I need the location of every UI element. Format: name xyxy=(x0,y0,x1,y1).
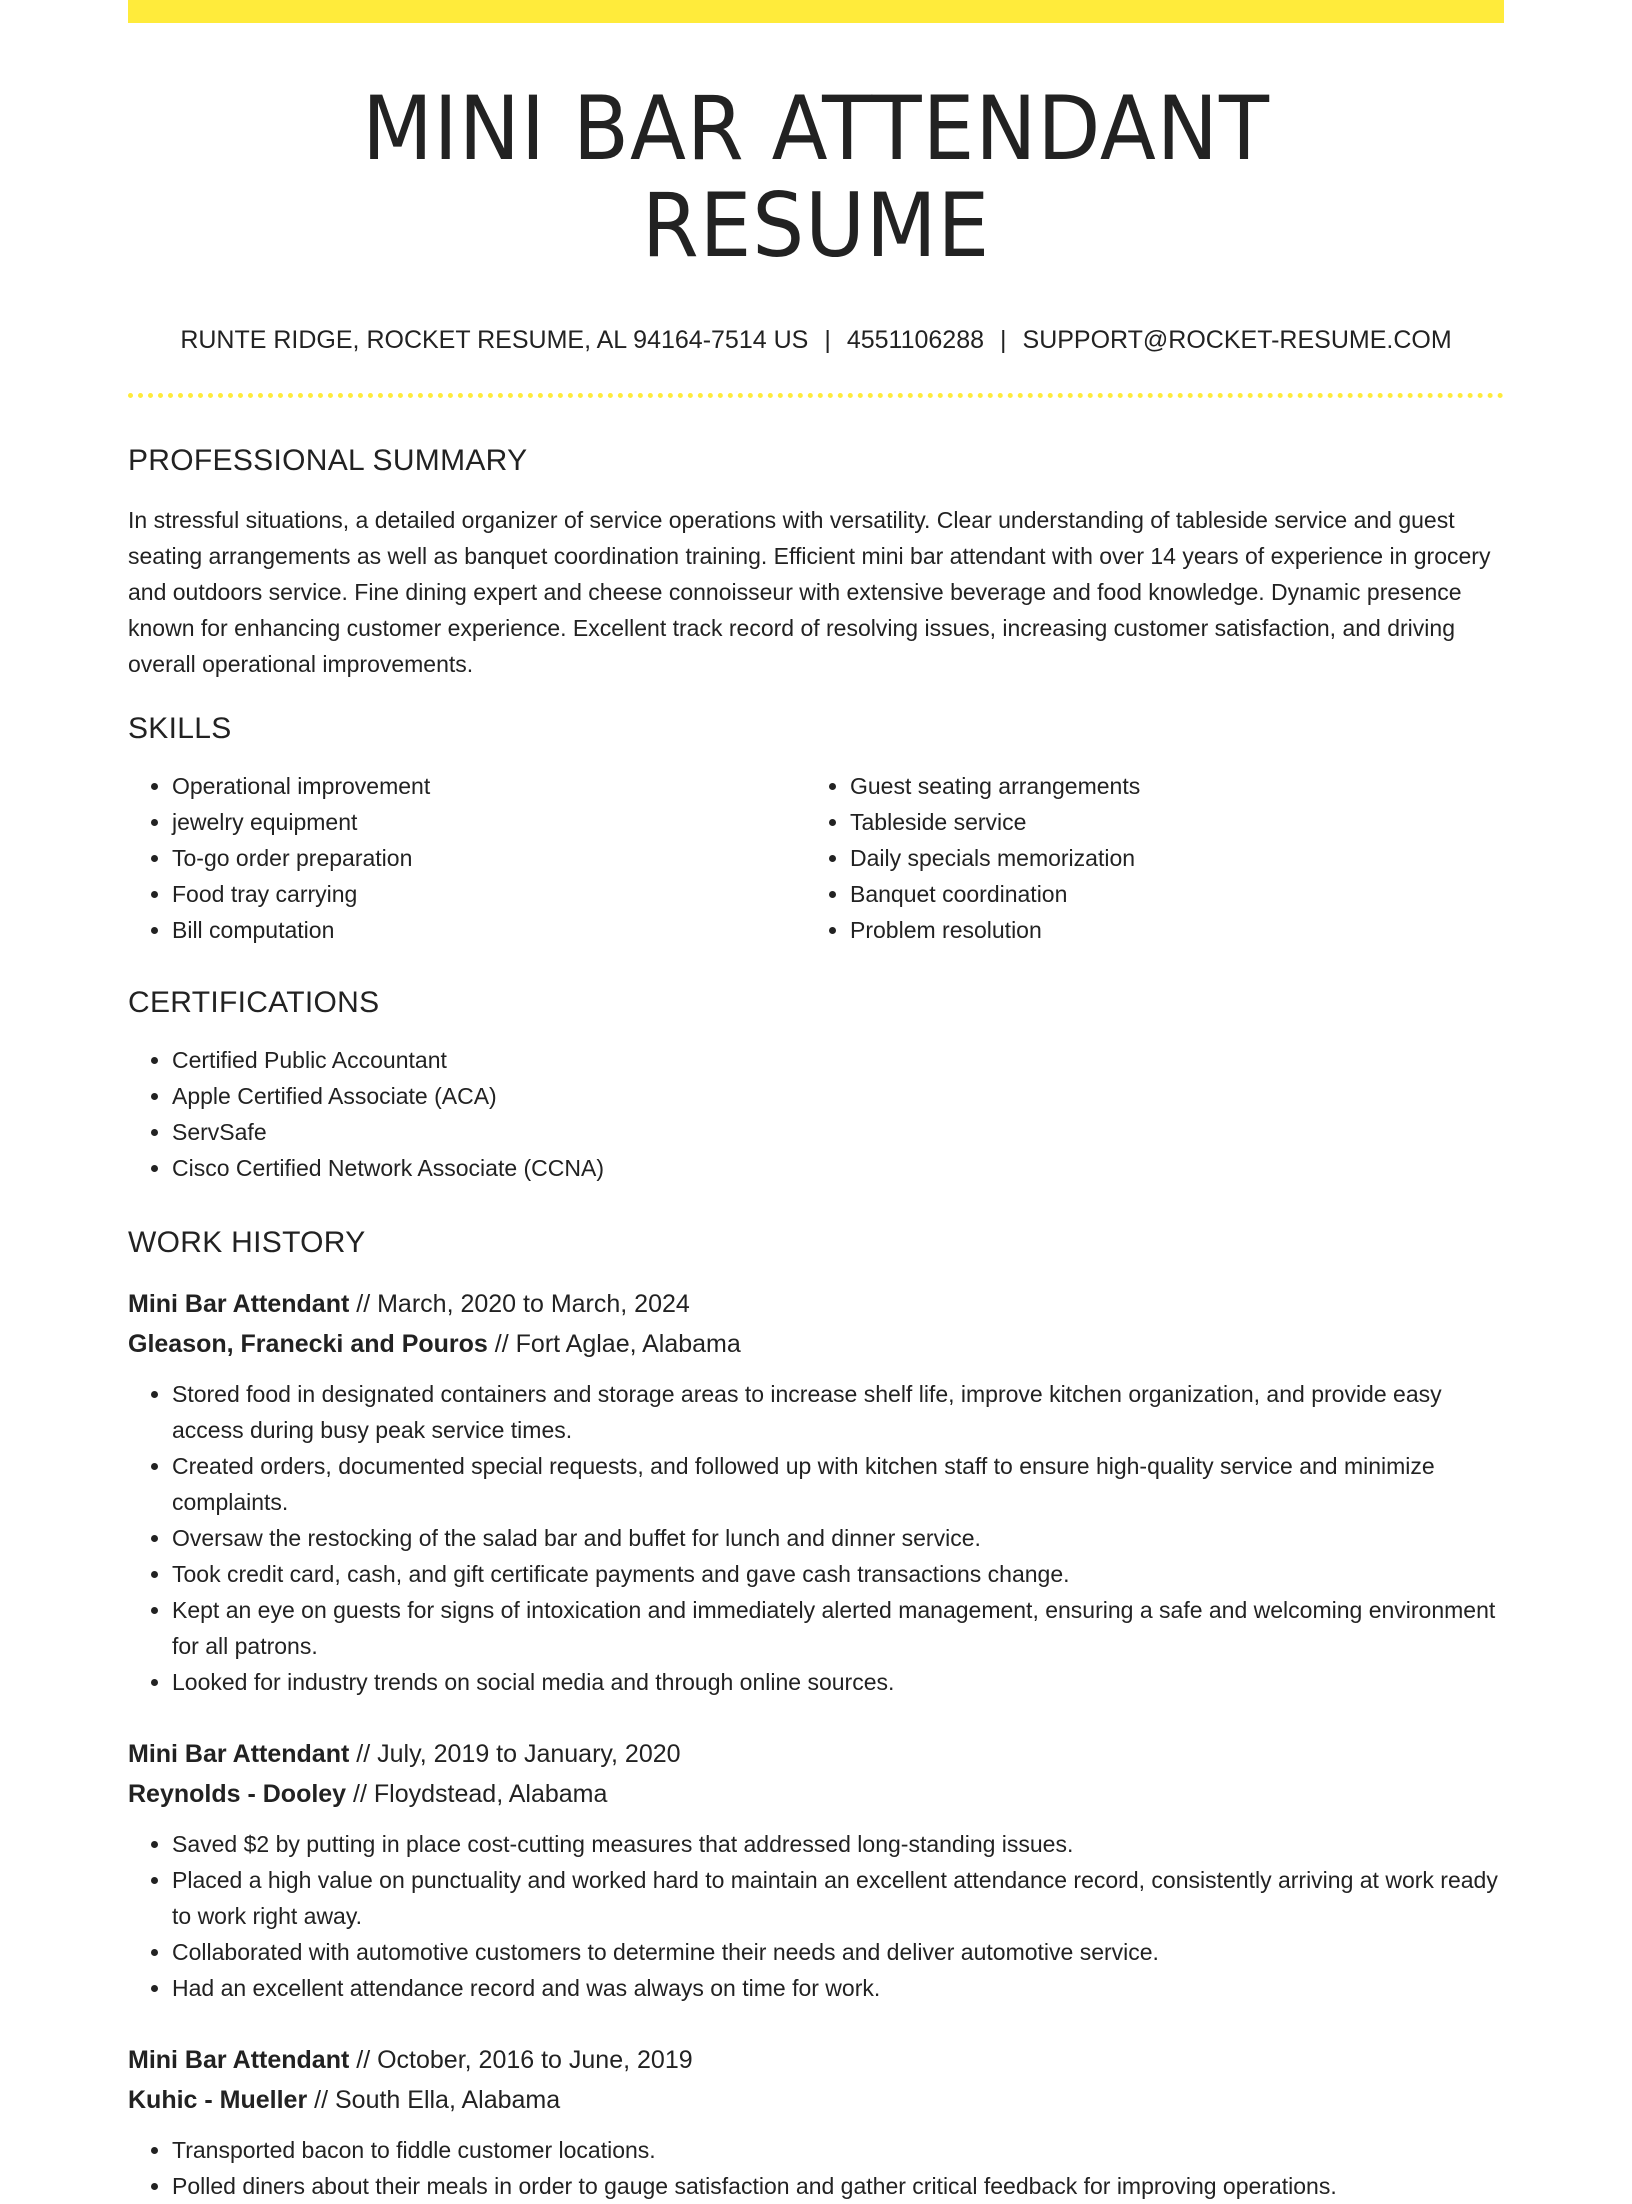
job-bullet: • Polled diners about their meals in order to gauge satisfaction and gather critical feedback for improving operations. xyxy=(172,2168,1504,2204)
summary-section xyxy=(128,444,1504,682)
top-accent-bar xyxy=(128,0,1504,23)
job-bullet: • Took credit card, cash, and gift certificate payments and gave cash transactions change. xyxy=(172,1556,1504,1592)
certifications-section xyxy=(128,986,1504,1186)
job-separator: // xyxy=(356,1289,371,1318)
skill-item: • Problem resolution xyxy=(850,912,1484,948)
job-bullet: • Collaborated with automotive customers to determine their needs and deliver automotive service. xyxy=(172,1934,1504,1970)
job-dates: October, 2016 to June, 2019 xyxy=(377,2045,693,2074)
job-company-line xyxy=(128,2080,1504,2120)
job-company-line xyxy=(128,1774,1504,1814)
job-title: Mini Bar Attendant xyxy=(128,1739,350,1768)
page-title: MINI BAR ATTENDANT RESUME xyxy=(362,77,1270,277)
job-location: Fort Aglae, Alabama xyxy=(515,1329,741,1358)
certification-item: • Cisco Certified Network Associate (CCNA) xyxy=(172,1150,1504,1186)
contact-separator: | xyxy=(1000,325,1007,354)
job-title-line xyxy=(128,1284,1504,1324)
job-dates: March, 2020 to March, 2024 xyxy=(377,1289,690,1318)
contact-email: SUPPORT@ROCKET-RESUME.COM xyxy=(1022,325,1452,354)
contact-line xyxy=(128,325,1504,355)
skill-item: • To-go order preparation xyxy=(172,840,806,876)
skill-item: • jewelry equipment xyxy=(172,804,806,840)
job-company: Reynolds - Dooley xyxy=(128,1779,347,1808)
contact-separator: | xyxy=(824,325,831,354)
skill-item: • Guest seating arrangements xyxy=(850,768,1484,804)
job-dates: July, 2019 to January, 2020 xyxy=(377,1739,681,1768)
skill-item: • Tableside service xyxy=(850,804,1484,840)
skills-section xyxy=(128,712,1504,948)
job-bullet: • Stored food in designated containers and storage areas to increase shelf life, improve kitchen organization, and provide easy access during busy peak service times. xyxy=(172,1376,1504,1448)
certifications-list xyxy=(128,1042,1504,1186)
summary-text: In stressful situations, a detailed organizer of service operations with versatility. Clear understanding of tableside service and guest seating arrangements as well as banquet coordination training. Efficient mini bar attendant with over 14 years of experience in grocery and outdoors service. Fine dining expert and cheese connoisseur with extensive beverage and food knowledge. Dynamic presence known for enhancing customer experience. Excellent track record of resolving issues, increasing customer satisfaction, and driving overall operational improvements. xyxy=(128,506,1491,677)
job-entry xyxy=(128,2040,1504,2204)
job-separator: // xyxy=(314,2085,329,2114)
job-title: Mini Bar Attendant xyxy=(128,1289,350,1318)
contact-address: RUNTE RIDGE, ROCKET RESUME, AL 94164-7514 US xyxy=(180,325,809,354)
work-history-section xyxy=(128,1226,1504,2204)
job-company-line xyxy=(128,1324,1504,1364)
certification-item: • ServSafe xyxy=(172,1114,1504,1150)
skills-grid xyxy=(128,768,1504,948)
certification-item: • Certified Public Accountant xyxy=(172,1042,1504,1078)
skill-item: • Banquet coordination xyxy=(850,876,1484,912)
job-bullet: • Kept an eye on guests for signs of intoxication and immediately alerted management, ensuring a safe and welcoming environment for all patrons. xyxy=(172,1592,1504,1664)
job-bullets xyxy=(128,1826,1504,2006)
skill-item: • Bill computation xyxy=(172,912,806,948)
job-separator: // xyxy=(356,1739,371,1768)
job-location: Floydstead, Alabama xyxy=(373,1779,608,1808)
certification-item: • Apple Certified Associate (ACA) xyxy=(172,1078,1504,1114)
job-company: Gleason, Franecki and Pouros xyxy=(128,1329,488,1358)
job-bullet: • Oversaw the restocking of the salad bar and buffet for lunch and dinner service. xyxy=(172,1520,1504,1556)
job-bullets xyxy=(128,1376,1504,1700)
job-bullets xyxy=(128,2132,1504,2204)
dotted-divider xyxy=(128,393,1504,398)
job-separator: // xyxy=(353,1779,367,1808)
job-title: Mini Bar Attendant xyxy=(128,2045,350,2074)
job-bullet: • Saved $2 by putting in place cost-cutting measures that addressed long-standing issues. xyxy=(172,1826,1504,1862)
job-title-line xyxy=(128,2040,1504,2080)
resume-page xyxy=(128,0,1504,2204)
job-bullet: • Placed a high value on punctuality and worked hard to maintain an excellent attendance record, consistently arriving at work ready to work right away. xyxy=(172,1862,1504,1934)
skill-item: • Daily specials memorization xyxy=(850,840,1484,876)
job-location: South Ella, Alabama xyxy=(335,2085,561,2114)
job-company: Kuhic - Mueller xyxy=(128,2085,308,2114)
skills-column-left xyxy=(128,768,806,948)
contact-phone: 4551106288 xyxy=(846,325,985,354)
job-separator: // xyxy=(494,1329,509,1358)
work-history-heading: WORK HISTORY xyxy=(128,1225,366,1259)
job-bullet: • Looked for industry trends on social media and through online sources. xyxy=(172,1664,1504,1700)
job-bullet: • Transported bacon to fiddle customer locations. xyxy=(172,2132,1504,2168)
certifications-heading: CERTIFICATIONS xyxy=(128,985,380,1019)
job-title-line xyxy=(128,1734,1504,1774)
skills-column-right xyxy=(806,768,1484,948)
job-bullet: • Had an excellent attendance record and was always on time for work. xyxy=(172,1970,1504,2006)
job-entry xyxy=(128,1734,1504,2006)
job-separator: // xyxy=(356,2045,371,2074)
job-bullet: • Created orders, documented special requests, and followed up with kitchen staff to ensure high-quality service and minimize complaints. xyxy=(172,1448,1504,1520)
skill-item: • Food tray carrying xyxy=(172,876,806,912)
summary-heading: PROFESSIONAL SUMMARY xyxy=(128,443,528,477)
skill-item: • Operational improvement xyxy=(172,768,806,804)
job-entry xyxy=(128,1284,1504,1700)
skills-heading: SKILLS xyxy=(128,711,232,745)
